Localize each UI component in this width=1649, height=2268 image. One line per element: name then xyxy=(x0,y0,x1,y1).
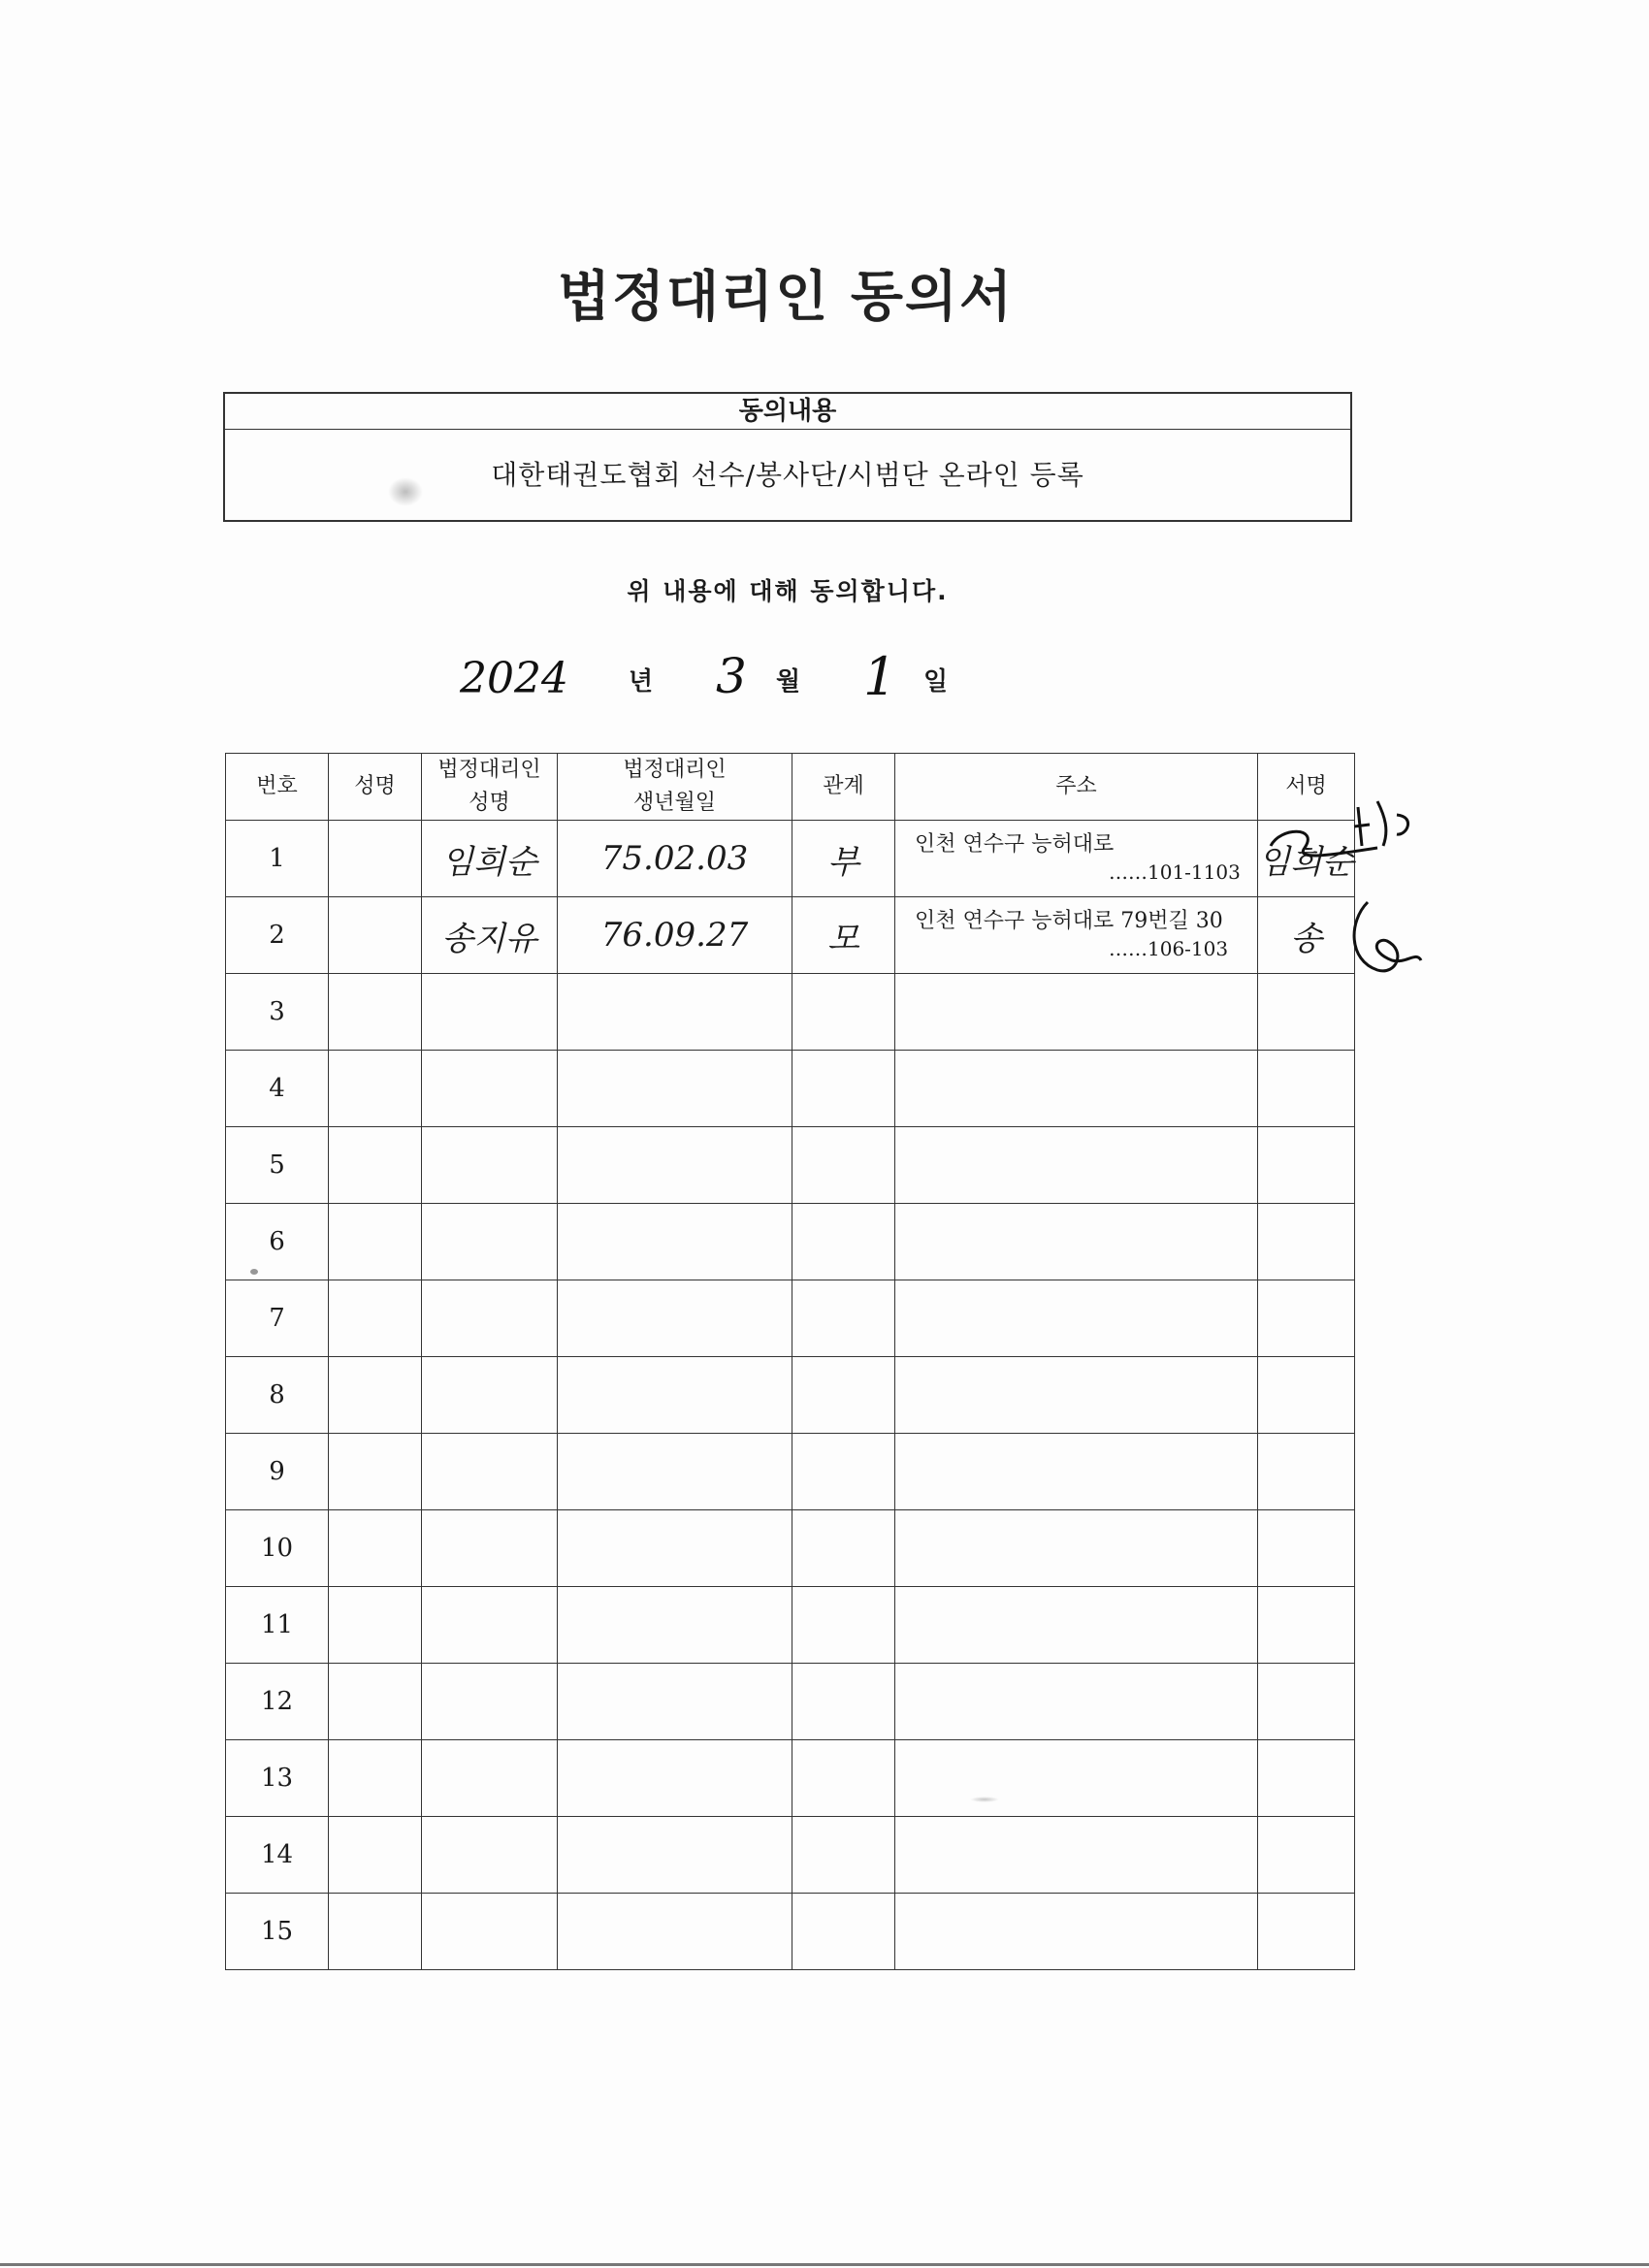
row-signature xyxy=(1258,1434,1355,1510)
row-number: 3 xyxy=(226,974,329,1051)
row-relation xyxy=(792,1817,895,1894)
row-guardian-birth xyxy=(558,1664,792,1740)
row-signature xyxy=(1258,1280,1355,1357)
row-relation xyxy=(792,1587,895,1664)
row-name xyxy=(329,1587,422,1664)
row-address-line1: 인천 연수구 능허대로 xyxy=(915,832,1115,857)
row-address xyxy=(895,1204,1258,1280)
signature-scribble-row-2 xyxy=(1339,892,1455,989)
date-month-unit: 월 xyxy=(776,667,801,697)
row-relation xyxy=(792,1434,895,1510)
signature-scribble-row-1 xyxy=(1261,788,1436,875)
row-guardian-name xyxy=(422,1740,558,1817)
row-name xyxy=(329,1894,422,1970)
row-relation xyxy=(792,1204,895,1280)
consent-body: 대한태권도협회 선수/봉사단/시범단 온라인 등록 xyxy=(491,459,1084,491)
header-guardian-name-line2: 성명 xyxy=(469,791,510,815)
row-guardian-name xyxy=(422,1434,558,1510)
table-row xyxy=(226,897,1355,974)
row-signature xyxy=(1258,1051,1355,1127)
row-number: 6 xyxy=(226,1204,329,1280)
header-guardian-birth-line1: 법정대리인 xyxy=(623,758,727,782)
table-row xyxy=(226,1510,1355,1587)
row-guardian-birth xyxy=(558,1587,792,1664)
row-name xyxy=(329,1664,422,1740)
row-relation xyxy=(792,1894,895,1970)
date-month-handwritten: 3 xyxy=(716,648,747,704)
row-relation xyxy=(792,974,895,1051)
row-guardian-birth xyxy=(558,1280,792,1357)
row-address xyxy=(895,974,1258,1051)
row-guardian-birth xyxy=(558,1357,792,1434)
row-guardian-name xyxy=(422,974,558,1051)
row-signature: 송 xyxy=(1258,897,1355,974)
header-relation: 관계 xyxy=(792,754,895,821)
header-address: 주소 xyxy=(895,754,1258,821)
header-guardian-birth-line2: 생년월일 xyxy=(632,791,716,815)
row-address xyxy=(895,1127,1258,1204)
row-number: 11 xyxy=(226,1587,329,1664)
header-guardian-name-line1: 법정대리인 xyxy=(437,758,541,782)
scan-speck xyxy=(250,1269,258,1275)
table-row xyxy=(226,1051,1355,1127)
table-row xyxy=(226,974,1355,1051)
row-guardian-name xyxy=(422,1204,558,1280)
date-day-unit: 일 xyxy=(923,667,949,697)
row-guardian-name xyxy=(422,1357,558,1434)
row-name xyxy=(329,1204,422,1280)
row-guardian-birth xyxy=(558,1510,792,1587)
row-address xyxy=(895,1894,1258,1970)
row-name xyxy=(329,974,422,1051)
row-signature xyxy=(1258,1357,1355,1434)
row-number: 13 xyxy=(226,1740,329,1817)
row-address-line2: ……101-1103 xyxy=(1109,860,1241,884)
row-signature xyxy=(1258,1894,1355,1970)
row-number: 1 xyxy=(226,821,329,897)
row-relation xyxy=(792,1740,895,1817)
table-body xyxy=(226,821,1355,1970)
table-row xyxy=(226,1280,1355,1357)
row-relation xyxy=(792,1357,895,1434)
row-number: 14 xyxy=(226,1817,329,1894)
row-guardian-name xyxy=(422,1587,558,1664)
agree-statement: 위 내용에 대해 동의합니다. xyxy=(627,577,949,605)
row-address-line1: 인천 연수구 능허대로 79번길 30 xyxy=(915,909,1223,933)
row-relation: 모 xyxy=(792,897,895,974)
row-guardian-name xyxy=(422,1894,558,1970)
row-relation xyxy=(792,1280,895,1357)
row-address xyxy=(895,1510,1258,1587)
header-number: 번호 xyxy=(226,754,329,821)
row-name xyxy=(329,821,422,897)
row-guardian-birth xyxy=(558,1051,792,1127)
date-line xyxy=(446,648,1028,716)
row-name xyxy=(329,1357,422,1434)
row-relation xyxy=(792,1510,895,1587)
row-guardian-birth xyxy=(558,1740,792,1817)
consent-header: 동의내용 xyxy=(225,394,1350,430)
row-name xyxy=(329,1740,422,1817)
header-signature: 서명 xyxy=(1258,754,1355,821)
table-row xyxy=(226,1127,1355,1204)
row-signature xyxy=(1258,1127,1355,1204)
row-name xyxy=(329,1127,422,1204)
row-signature xyxy=(1258,1740,1355,1817)
table-row xyxy=(226,1664,1355,1740)
row-number: 4 xyxy=(226,1051,329,1127)
row-address xyxy=(895,1587,1258,1664)
row-relation xyxy=(792,1127,895,1204)
row-guardian-name: 임희순 xyxy=(422,821,558,897)
date-year-unit: 년 xyxy=(629,667,654,697)
row-relation: 부 xyxy=(792,821,895,897)
row-address xyxy=(895,1357,1258,1434)
table-row xyxy=(226,1357,1355,1434)
row-number: 8 xyxy=(226,1357,329,1434)
row-signature xyxy=(1258,1817,1355,1894)
row-guardian-name xyxy=(422,1051,558,1127)
document-title: 법정대리인 동의서 xyxy=(557,266,1015,329)
row-guardian-name xyxy=(422,1280,558,1357)
row-guardian-birth: 76.09.27 xyxy=(558,897,792,974)
row-name xyxy=(329,1510,422,1587)
row-relation xyxy=(792,1664,895,1740)
row-address xyxy=(895,1280,1258,1357)
date-day-handwritten: 1 xyxy=(863,646,897,707)
date-year-handwritten: 2024 xyxy=(460,654,568,703)
table-row xyxy=(226,1740,1355,1817)
row-guardian-name xyxy=(422,1664,558,1740)
row-number: 9 xyxy=(226,1434,329,1510)
row-guardian-name xyxy=(422,1817,558,1894)
row-address-line2: ……106-103 xyxy=(1109,937,1229,960)
row-guardian-birth xyxy=(558,1434,792,1510)
row-name xyxy=(329,1280,422,1357)
row-number: 12 xyxy=(226,1664,329,1740)
row-address xyxy=(895,897,1258,974)
table-row xyxy=(226,1894,1355,1970)
table-row xyxy=(226,1204,1355,1280)
scan-edge-line xyxy=(0,2263,1649,2266)
row-address xyxy=(895,1740,1258,1817)
row-guardian-birth xyxy=(558,1817,792,1894)
row-number: 5 xyxy=(226,1127,329,1204)
row-address xyxy=(895,1434,1258,1510)
row-signature xyxy=(1258,1204,1355,1280)
row-guardian-birth xyxy=(558,1127,792,1204)
row-address xyxy=(895,1051,1258,1127)
table-row xyxy=(226,821,1355,897)
row-signature xyxy=(1258,1587,1355,1664)
guardian-roster-table xyxy=(225,753,1355,1970)
row-number: 10 xyxy=(226,1510,329,1587)
row-address xyxy=(895,821,1258,897)
row-name xyxy=(329,897,422,974)
header-guardian-name xyxy=(422,754,558,821)
header-guardian-birth xyxy=(558,754,792,821)
row-relation xyxy=(792,1051,895,1127)
table-row xyxy=(226,1587,1355,1664)
row-guardian-birth: 75.02.03 xyxy=(558,821,792,897)
row-name xyxy=(329,1817,422,1894)
row-signature xyxy=(1258,1510,1355,1587)
row-number: 15 xyxy=(226,1894,329,1970)
row-guardian-birth xyxy=(558,1204,792,1280)
row-guardian-name xyxy=(422,1510,558,1587)
row-address xyxy=(895,1817,1258,1894)
row-guardian-name xyxy=(422,1127,558,1204)
header-name: 성명 xyxy=(329,754,422,821)
row-signature xyxy=(1258,1664,1355,1740)
table-row xyxy=(226,1817,1355,1894)
row-guardian-name: 송지유 xyxy=(422,897,558,974)
row-number: 2 xyxy=(226,897,329,974)
row-name xyxy=(329,1434,422,1510)
row-address xyxy=(895,1664,1258,1740)
row-name xyxy=(329,1051,422,1127)
table-header-row xyxy=(226,754,1355,821)
table-row xyxy=(226,1434,1355,1510)
row-guardian-birth xyxy=(558,974,792,1051)
row-guardian-birth xyxy=(558,1894,792,1970)
scan-speck xyxy=(388,477,423,506)
row-signature: 임희순 xyxy=(1258,821,1355,897)
row-number: 7 xyxy=(226,1280,329,1357)
scan-speck xyxy=(970,1797,999,1802)
